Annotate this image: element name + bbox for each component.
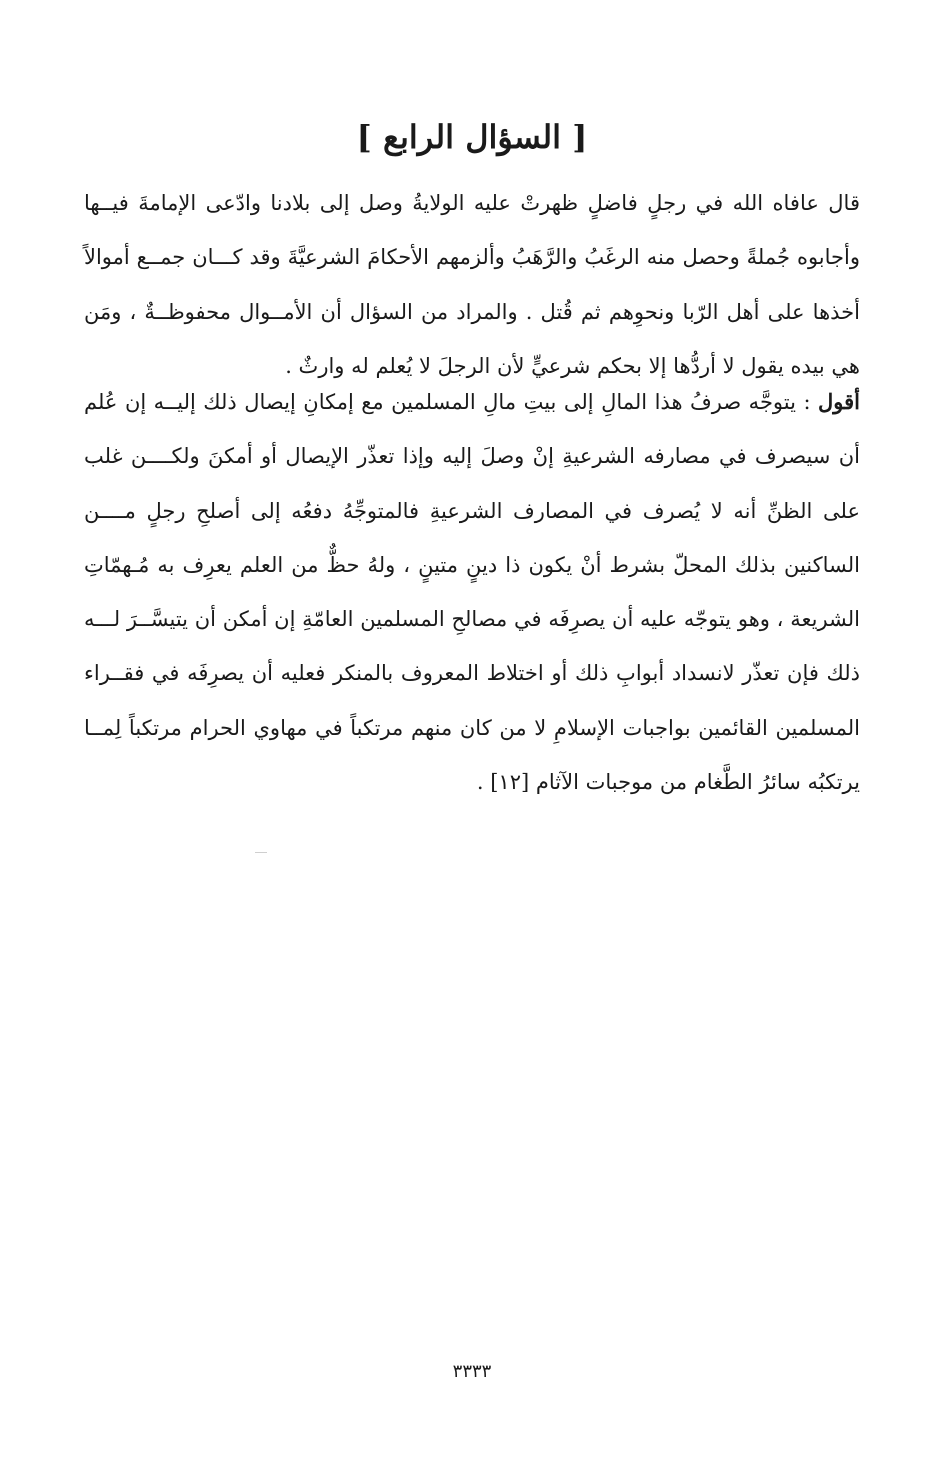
scan-speck <box>255 852 267 853</box>
answer-paragraph <box>84 375 860 809</box>
answer-body: : يتوجَّه صرفُ هذا المالِ إلى بيتِ مالِ المسلمين مع إمكانِ إيصال ذلك إليــه إن عُلم أن سيصرف في مصارفه الشرعيةِ إنْ وصلَ إليه وإذا تعذّر الإيصال أو أمكنَ ولكــــن غلب على الظنِّ أنه لا يُصرف في المصارف الشرعيةِ فالمتوجِّهُ دفعُه إلى أصلحِ رجلٍ مــــن الساكنين بذلك المحلّ بشرط أنْ يكون ذا دينٍ متينٍ ، ولهُ حظٌّ من العلم يعرِف به مُـهمّاتِ الشريعة ، وهو يتوجّه عليه أن يصرِفَه في مصالحِ المسلمين العامّةِ إن أمكن أن يتيسَّــرَ لـــه ذلك فإن تعذّر لانسداد أبوابِ ذلك أو اختلاط المعروف بالمنكر فعليه أن يصرِفَه في فقــراء المسلمين القائمين بواجبات الإسلامِ لا من كان منهم مرتكباً في مهاوي الحرام مرتكباً لِمــا يرتكبُه سائرُ الطَّغام من موجبات الآثام [١٢] . <box>84 390 860 795</box>
page-number: ٣٣٣٣ <box>452 1361 492 1382</box>
section-title: [ السؤال الرابع ] <box>356 118 588 156</box>
answer-lead-word: أقول <box>818 389 860 414</box>
question-paragraph: قال عافاه الله في رجلٍ فاضلٍ ظهرتْ عليه الولايةُ وصل إلى بلادنا وادّعى الإمامةَ فيــها وأجابوه جُملةً وحصل منه الرغَبُ والرَّهَبُ وألزمهم الأحكامَ الشرعيَّةَ وقد كـــان جمــع أموالاً أخذها على أهل الرّبا ونحوِهم ثم قُتل . والمراد من السؤال أن الأمــوال محفوظــةٌ ، ومَن هي بيده يقول لا أردُّها إلا بحكم شرعيٍّ لأن الرجلَ لا يُعلم له وارثٌ . <box>84 191 860 378</box>
